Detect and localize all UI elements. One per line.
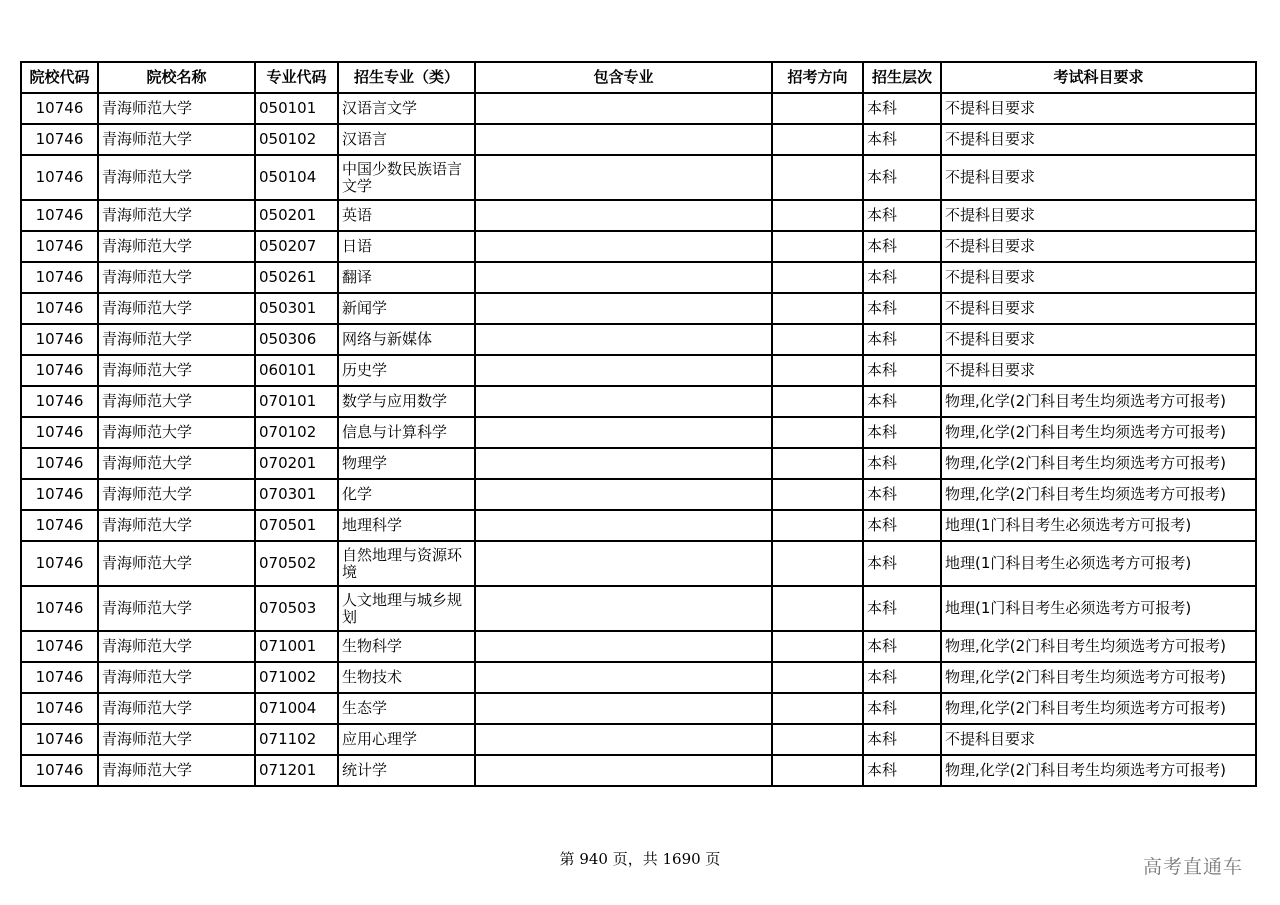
cell-includes <box>475 448 772 479</box>
cell-includes <box>475 155 772 200</box>
table-row <box>21 324 1256 355</box>
cell-level: 本科 <box>863 755 941 786</box>
cell-school-name: 青海师范大学 <box>98 755 255 786</box>
cell-major-code: 050301 <box>255 293 338 324</box>
cell-requirement: 不提科目要求 <box>941 355 1256 386</box>
cell-level: 本科 <box>863 586 941 631</box>
table-row <box>21 586 1256 631</box>
cell-school-code: 10746 <box>21 155 98 200</box>
cell-direction <box>772 155 863 200</box>
table-row <box>21 200 1256 231</box>
cell-includes <box>475 262 772 293</box>
cell-requirement: 不提科目要求 <box>941 155 1256 200</box>
table-row <box>21 662 1256 693</box>
cell-major-name: 数学与应用数学 <box>338 386 475 417</box>
table-row <box>21 262 1256 293</box>
cell-requirement: 不提科目要求 <box>941 93 1256 124</box>
table-row <box>21 293 1256 324</box>
cell-school-name: 青海师范大学 <box>98 693 255 724</box>
cell-direction <box>772 417 863 448</box>
cell-school-name: 青海师范大学 <box>98 586 255 631</box>
cell-major-name: 化学 <box>338 479 475 510</box>
cell-level: 本科 <box>863 93 941 124</box>
cell-direction <box>772 541 863 586</box>
cell-direction <box>772 262 863 293</box>
page-number-footer: 第 940 页，共 1690 页 <box>559 850 721 868</box>
cell-level: 本科 <box>863 541 941 586</box>
cell-includes <box>475 631 772 662</box>
cell-level: 本科 <box>863 631 941 662</box>
cell-school-code: 10746 <box>21 693 98 724</box>
cell-school-code: 10746 <box>21 262 98 293</box>
cell-school-code: 10746 <box>21 755 98 786</box>
cell-direction <box>772 324 863 355</box>
cell-level: 本科 <box>863 200 941 231</box>
cell-school-code: 10746 <box>21 200 98 231</box>
cell-requirement: 不提科目要求 <box>941 124 1256 155</box>
cell-direction <box>772 755 863 786</box>
cell-includes <box>475 293 772 324</box>
cell-requirement: 不提科目要求 <box>941 293 1256 324</box>
cell-level: 本科 <box>863 662 941 693</box>
cell-major-name: 统计学 <box>338 755 475 786</box>
cell-school-code: 10746 <box>21 93 98 124</box>
cell-school-code: 10746 <box>21 386 98 417</box>
cell-direction <box>772 479 863 510</box>
cell-direction <box>772 662 863 693</box>
cell-school-name: 青海师范大学 <box>98 662 255 693</box>
cell-major-code: 070301 <box>255 479 338 510</box>
cell-includes <box>475 124 772 155</box>
table-row <box>21 510 1256 541</box>
cell-major-code: 050101 <box>255 93 338 124</box>
cell-requirement: 物理,化学(2门科目考生均须选考方可报考) <box>941 386 1256 417</box>
cell-requirement: 地理(1门科目考生必须选考方可报考) <box>941 510 1256 541</box>
cell-includes <box>475 586 772 631</box>
cell-school-name: 青海师范大学 <box>98 724 255 755</box>
cell-includes <box>475 510 772 541</box>
admission-table <box>20 61 1257 787</box>
cell-level: 本科 <box>863 324 941 355</box>
cell-includes <box>475 755 772 786</box>
cell-school-code: 10746 <box>21 541 98 586</box>
cell-includes <box>475 479 772 510</box>
cell-level: 本科 <box>863 355 941 386</box>
cell-requirement: 物理,化学(2门科目考生均须选考方可报考) <box>941 693 1256 724</box>
cell-requirement: 物理,化学(2门科目考生均须选考方可报考) <box>941 417 1256 448</box>
cell-includes <box>475 324 772 355</box>
table-row <box>21 417 1256 448</box>
cell-direction <box>772 631 863 662</box>
cell-direction <box>772 510 863 541</box>
cell-requirement: 物理,化学(2门科目考生均须选考方可报考) <box>941 631 1256 662</box>
cell-major-code: 050207 <box>255 231 338 262</box>
cell-level: 本科 <box>863 693 941 724</box>
cell-direction <box>772 93 863 124</box>
table-row <box>21 479 1256 510</box>
cell-major-name: 日语 <box>338 231 475 262</box>
table-header-row <box>21 62 1256 93</box>
cell-school-name: 青海师范大学 <box>98 93 255 124</box>
cell-major-name: 英语 <box>338 200 475 231</box>
cell-major-name: 生物科学 <box>338 631 475 662</box>
cell-school-code: 10746 <box>21 293 98 324</box>
cell-major-code: 070201 <box>255 448 338 479</box>
cell-requirement: 不提科目要求 <box>941 724 1256 755</box>
cell-level: 本科 <box>863 231 941 262</box>
cell-school-code: 10746 <box>21 231 98 262</box>
header-school-name: 院校名称 <box>98 62 255 93</box>
cell-includes <box>475 231 772 262</box>
cell-school-code: 10746 <box>21 124 98 155</box>
cell-direction <box>772 355 863 386</box>
table-row <box>21 386 1256 417</box>
cell-level: 本科 <box>863 293 941 324</box>
header-requirement: 考试科目要求 <box>941 62 1256 93</box>
table-row <box>21 124 1256 155</box>
cell-includes <box>475 541 772 586</box>
cell-direction <box>772 200 863 231</box>
cell-direction <box>772 724 863 755</box>
cell-direction <box>772 386 863 417</box>
header-major-name: 招生专业（类） <box>338 62 475 93</box>
cell-major-name: 物理学 <box>338 448 475 479</box>
cell-level: 本科 <box>863 386 941 417</box>
cell-major-name: 汉语言文学 <box>338 93 475 124</box>
cell-school-name: 青海师范大学 <box>98 448 255 479</box>
cell-major-code: 070502 <box>255 541 338 586</box>
cell-includes <box>475 724 772 755</box>
cell-major-name: 翻译 <box>338 262 475 293</box>
cell-major-name: 汉语言 <box>338 124 475 155</box>
cell-major-code: 071004 <box>255 693 338 724</box>
cell-direction <box>772 586 863 631</box>
cell-school-name: 青海师范大学 <box>98 386 255 417</box>
cell-includes <box>475 662 772 693</box>
table-row <box>21 155 1256 200</box>
cell-school-code: 10746 <box>21 631 98 662</box>
cell-major-name: 生态学 <box>338 693 475 724</box>
header-direction: 招考方向 <box>772 62 863 93</box>
cell-level: 本科 <box>863 417 941 448</box>
cell-school-code: 10746 <box>21 662 98 693</box>
cell-includes <box>475 355 772 386</box>
cell-school-name: 青海师范大学 <box>98 262 255 293</box>
cell-major-name: 地理科学 <box>338 510 475 541</box>
cell-major-name: 历史学 <box>338 355 475 386</box>
cell-school-name: 青海师范大学 <box>98 231 255 262</box>
cell-includes <box>475 693 772 724</box>
cell-school-name: 青海师范大学 <box>98 541 255 586</box>
cell-major-code: 050104 <box>255 155 338 200</box>
cell-school-code: 10746 <box>21 448 98 479</box>
cell-major-code: 060101 <box>255 355 338 386</box>
cell-direction <box>772 124 863 155</box>
header-school-code: 院校代码 <box>21 62 98 93</box>
cell-major-name: 新闻学 <box>338 293 475 324</box>
cell-school-code: 10746 <box>21 355 98 386</box>
cell-major-name: 自然地理与资源环境 <box>338 541 475 586</box>
cell-school-code: 10746 <box>21 724 98 755</box>
cell-school-code: 10746 <box>21 324 98 355</box>
table-row <box>21 448 1256 479</box>
cell-school-name: 青海师范大学 <box>98 510 255 541</box>
table-row <box>21 355 1256 386</box>
cell-major-name: 生物技术 <box>338 662 475 693</box>
cell-major-code: 050201 <box>255 200 338 231</box>
cell-major-code: 070503 <box>255 586 338 631</box>
cell-level: 本科 <box>863 510 941 541</box>
cell-includes <box>475 417 772 448</box>
cell-school-name: 青海师范大学 <box>98 124 255 155</box>
cell-school-code: 10746 <box>21 586 98 631</box>
table-row <box>21 93 1256 124</box>
cell-school-code: 10746 <box>21 479 98 510</box>
table-row <box>21 693 1256 724</box>
cell-major-name: 应用心理学 <box>338 724 475 755</box>
cell-major-code: 070501 <box>255 510 338 541</box>
table-row <box>21 724 1256 755</box>
cell-major-name: 信息与计算科学 <box>338 417 475 448</box>
table-row <box>21 755 1256 786</box>
header-level: 招生层次 <box>863 62 941 93</box>
cell-major-code: 050102 <box>255 124 338 155</box>
cell-major-code: 050261 <box>255 262 338 293</box>
table-body <box>21 93 1256 786</box>
cell-includes <box>475 386 772 417</box>
table-row <box>21 541 1256 586</box>
cell-requirement: 物理,化学(2门科目考生均须选考方可报考) <box>941 662 1256 693</box>
cell-major-code: 070102 <box>255 417 338 448</box>
watermark-text: 高考直通车 <box>1143 856 1244 878</box>
cell-level: 本科 <box>863 262 941 293</box>
cell-major-code: 070101 <box>255 386 338 417</box>
cell-major-name: 中国少数民族语言文学 <box>338 155 475 200</box>
cell-includes <box>475 93 772 124</box>
cell-requirement: 不提科目要求 <box>941 262 1256 293</box>
cell-direction <box>772 448 863 479</box>
cell-level: 本科 <box>863 448 941 479</box>
cell-level: 本科 <box>863 155 941 200</box>
cell-requirement: 物理,化学(2门科目考生均须选考方可报考) <box>941 479 1256 510</box>
cell-level: 本科 <box>863 479 941 510</box>
cell-direction <box>772 693 863 724</box>
admission-table-container <box>20 61 1255 787</box>
header-includes: 包含专业 <box>475 62 772 93</box>
cell-major-code: 071201 <box>255 755 338 786</box>
cell-major-name: 人文地理与城乡规划 <box>338 586 475 631</box>
cell-school-name: 青海师范大学 <box>98 155 255 200</box>
table-row <box>21 231 1256 262</box>
cell-major-code: 071001 <box>255 631 338 662</box>
cell-school-name: 青海师范大学 <box>98 324 255 355</box>
cell-major-code: 050306 <box>255 324 338 355</box>
cell-level: 本科 <box>863 724 941 755</box>
header-major-code: 专业代码 <box>255 62 338 93</box>
cell-major-name: 网络与新媒体 <box>338 324 475 355</box>
cell-school-name: 青海师范大学 <box>98 355 255 386</box>
cell-requirement: 地理(1门科目考生必须选考方可报考) <box>941 586 1256 631</box>
cell-major-code: 071002 <box>255 662 338 693</box>
cell-requirement: 不提科目要求 <box>941 324 1256 355</box>
cell-requirement: 不提科目要求 <box>941 231 1256 262</box>
cell-school-name: 青海师范大学 <box>98 293 255 324</box>
cell-level: 本科 <box>863 124 941 155</box>
cell-school-code: 10746 <box>21 417 98 448</box>
cell-school-name: 青海师范大学 <box>98 200 255 231</box>
cell-direction <box>772 293 863 324</box>
cell-school-code: 10746 <box>21 510 98 541</box>
cell-requirement: 不提科目要求 <box>941 200 1256 231</box>
table-row <box>21 631 1256 662</box>
cell-major-code: 071102 <box>255 724 338 755</box>
cell-direction <box>772 231 863 262</box>
cell-school-name: 青海师范大学 <box>98 417 255 448</box>
cell-requirement: 物理,化学(2门科目考生均须选考方可报考) <box>941 755 1256 786</box>
cell-includes <box>475 200 772 231</box>
cell-requirement: 物理,化学(2门科目考生均须选考方可报考) <box>941 448 1256 479</box>
cell-school-name: 青海师范大学 <box>98 479 255 510</box>
cell-school-name: 青海师范大学 <box>98 631 255 662</box>
cell-requirement: 地理(1门科目考生必须选考方可报考) <box>941 541 1256 586</box>
